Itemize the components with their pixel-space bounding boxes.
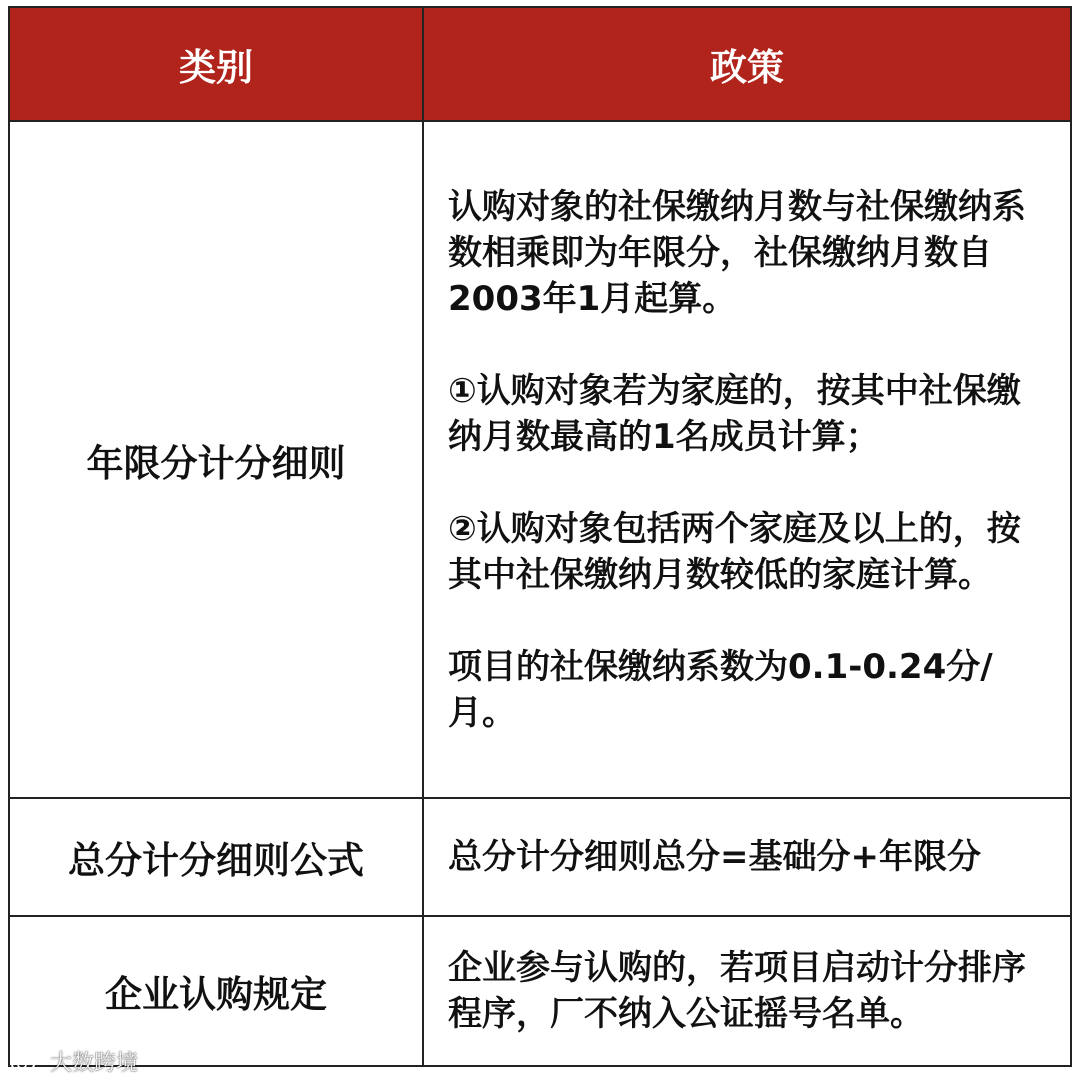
category-cell: 年限分计分细则: [9, 121, 423, 798]
policy-paragraph: 项目的社保缴纳系数为0.1-0.24分/月。: [448, 646, 993, 733]
category-cell: 总分计分细则公式: [9, 798, 423, 916]
policy-paragraph: ②认购对象包括两个家庭及以上的，按其中社保缴纳月数较低的家庭计算。: [448, 508, 1021, 595]
policy-cell: [423, 916, 1071, 1066]
policy-paragraph: 企业参与认购的，若项目启动计分排序程序，厂不纳入公证摇号名单。: [448, 948, 1026, 1034]
header-policy: 政策: [423, 7, 1071, 121]
header-category: 类别: [9, 7, 423, 121]
table-row: [9, 916, 1071, 1066]
policy-paragraph: ①认购对象若为家庭的，按其中社保缴纳月数最高的1名成员计算；: [448, 370, 1021, 457]
weibo-logo-icon: [10, 1050, 44, 1074]
policy-table: [8, 6, 1072, 1067]
policy-paragraph: 总分计分细则总分=基础分+年限分: [448, 837, 981, 877]
category-cell: 企业认购规定: [9, 916, 423, 1066]
table-row: [9, 798, 1071, 916]
table-row: [9, 121, 1071, 798]
policy-cell: [423, 798, 1071, 916]
watermark-text: 大数跨境: [50, 1051, 139, 1076]
policy-paragraph: 认购对象的社保缴纳月数与社保缴纳系数相乘即为年限分，社保缴纳月数自2003年1月起算。: [448, 186, 1026, 319]
policy-cell: [423, 121, 1071, 798]
header-row: [9, 7, 1071, 121]
watermark: [10, 1046, 138, 1077]
